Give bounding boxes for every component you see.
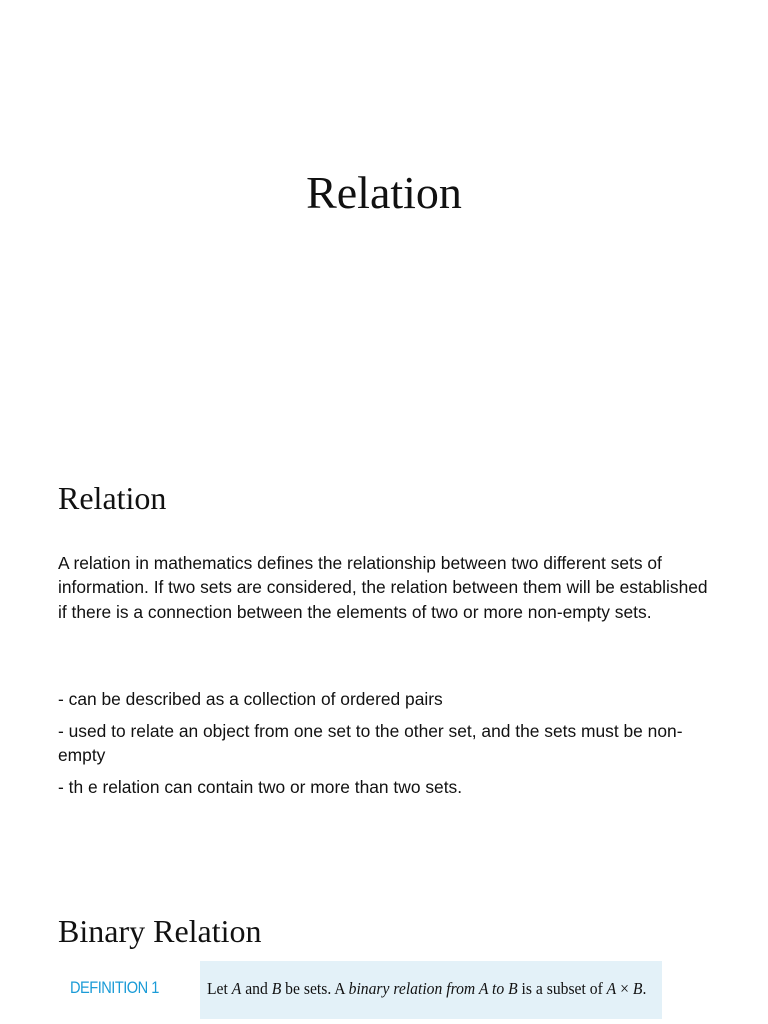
definition-box (200, 961, 662, 1019)
list-item: - used to relate an object from one set to the other set, and the sets must be non-empty (58, 721, 683, 765)
relation-definition-paragraph: A relation in mathematics defines the relationship between two different sets of information. If two sets are considered, the relation between them will be established if there is a connection between the elements of two or more non-empty sets. (58, 553, 708, 622)
section-heading-binary-relation: Binary Relation (58, 913, 262, 949)
definition-text: Let A and B be sets. A binary relation from A to B is a subset of A × B. (207, 979, 647, 998)
slide-title: Relation (306, 167, 462, 218)
list-item: - th e relation can contain two or more than two sets. (58, 777, 463, 797)
definition-label: DEFINITION 1 (70, 978, 159, 997)
relation-bullet-list (58, 687, 718, 807)
definition-block (58, 961, 718, 1019)
list-item: - can be described as a collection of ordered pairs (58, 689, 443, 709)
section-heading-relation: Relation (58, 480, 167, 516)
